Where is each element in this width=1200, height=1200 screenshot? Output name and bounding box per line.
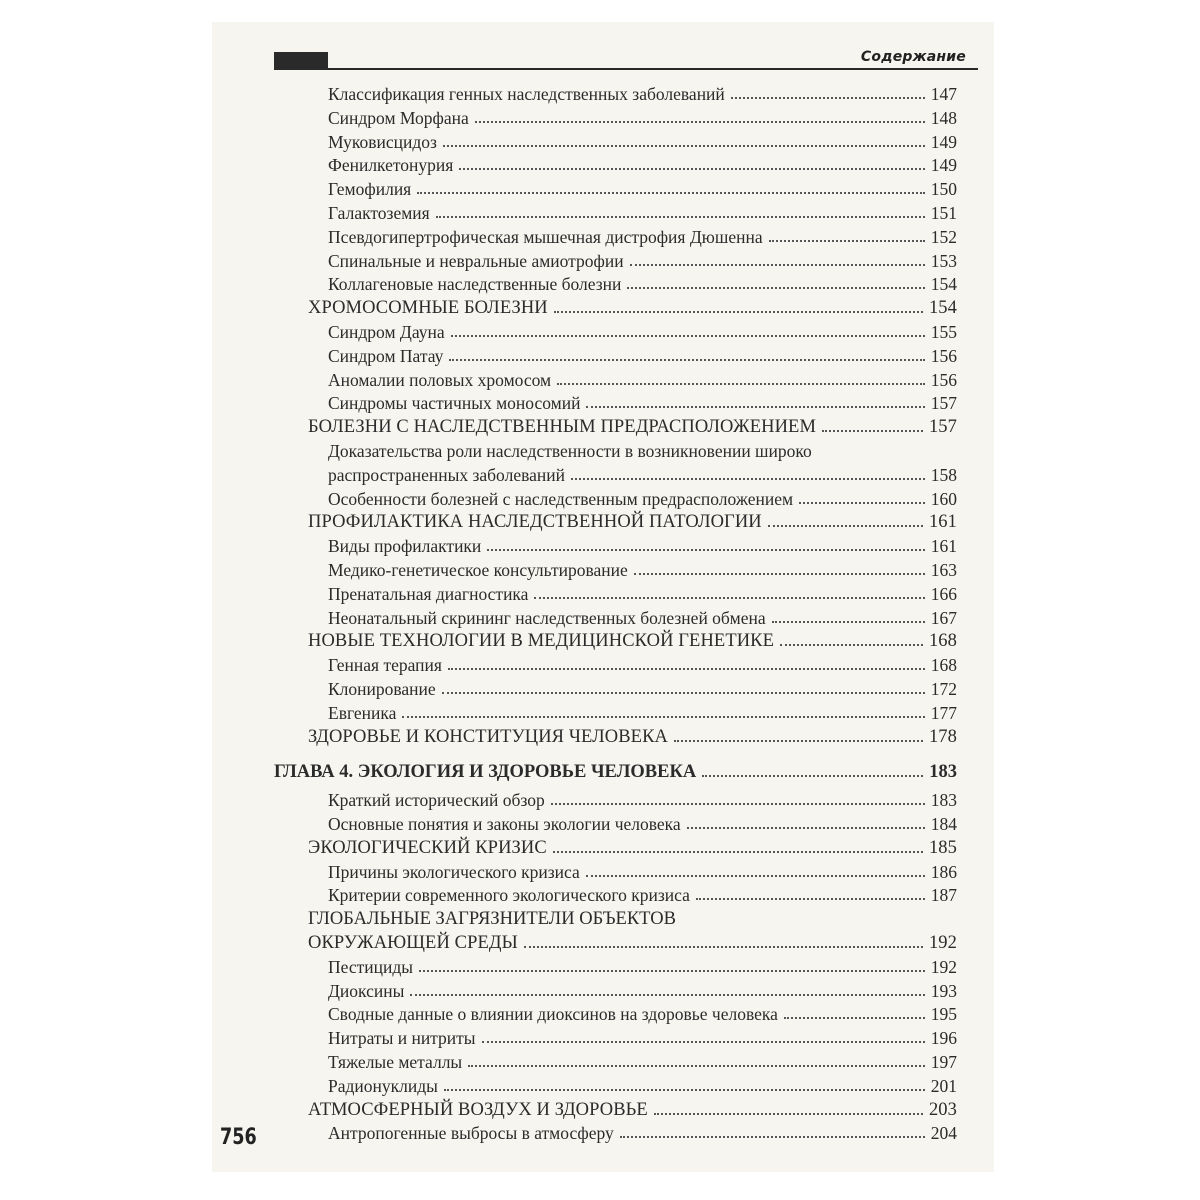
toc-page-number: 201 bbox=[930, 1075, 957, 1096]
toc-subsection-row[interactable] bbox=[328, 485, 957, 509]
toc-subsection-row[interactable] bbox=[328, 318, 957, 342]
toc-subsection-row[interactable] bbox=[328, 699, 957, 723]
toc-entry-title: Пренатальная диагностика bbox=[328, 583, 529, 604]
toc-page-number: 204 bbox=[930, 1123, 957, 1144]
toc-page-number: 186 bbox=[930, 861, 957, 882]
dot-leader bbox=[442, 692, 925, 694]
dot-leader bbox=[696, 898, 925, 900]
dot-leader bbox=[822, 430, 923, 432]
toc-entry-title: Пестициды bbox=[328, 956, 414, 977]
toc-page-number: 163 bbox=[930, 560, 957, 580]
toc-page-number: 153 bbox=[930, 250, 957, 271]
toc-entry-title: Сводные данные о влиянии диоксинов на здоровье человека bbox=[328, 1004, 778, 1025]
dot-leader bbox=[554, 311, 923, 313]
toc-page-number: 167 bbox=[930, 607, 957, 628]
dot-leader bbox=[769, 240, 925, 242]
dot-leader bbox=[448, 668, 925, 670]
toc-subsection-row[interactable] bbox=[328, 366, 957, 390]
toc-entry-title: ХРОМОСОМНЫЕ БОЛЕЗНИ bbox=[308, 298, 548, 319]
toc-subsection-row[interactable] bbox=[328, 651, 957, 675]
toc-entry-text-line1: ГЛОБАЛЬНЫЕ ЗАГРЯЗНИТЕЛИ ОБЪЕКТОВ bbox=[308, 909, 676, 930]
toc-entry-title: Псевдогипертрофическая мышечная дистрофия Дюшенна bbox=[328, 226, 763, 247]
dot-leader bbox=[553, 851, 923, 853]
toc-page-number: 147 bbox=[930, 84, 957, 104]
toc-entry-title: Причины экологического кризиса bbox=[328, 861, 580, 882]
toc-entry-title: Синдром Патау bbox=[328, 345, 444, 366]
toc-section-row[interactable] bbox=[308, 929, 957, 953]
toc-section-row[interactable] bbox=[308, 413, 957, 437]
toc-entry-title: ПРОФИЛАКТИКА НАСЛЕДСТВЕННОЙ ПАТОЛОГИИ bbox=[308, 512, 762, 533]
running-header-title: Содержание bbox=[860, 49, 966, 65]
toc-subsection-row[interactable] bbox=[328, 675, 957, 699]
toc-section-row[interactable] bbox=[308, 627, 957, 651]
dot-leader bbox=[557, 383, 925, 385]
toc-section-row[interactable] bbox=[308, 508, 957, 532]
toc-page-number: 177 bbox=[930, 702, 957, 723]
dot-leader bbox=[687, 827, 925, 829]
dot-leader bbox=[451, 335, 925, 337]
toc-page-number: 196 bbox=[930, 1028, 957, 1049]
dot-leader bbox=[475, 121, 925, 123]
toc-page-number: 149 bbox=[930, 131, 957, 152]
table-of-contents bbox=[212, 22, 994, 1172]
toc-subsection-row[interactable] bbox=[328, 532, 957, 556]
toc-section-row[interactable] bbox=[308, 1096, 957, 1120]
toc-entry-title: Синдром Морфана bbox=[328, 107, 469, 128]
toc-page-number: 154 bbox=[930, 274, 957, 295]
toc-subsection-row[interactable] bbox=[328, 199, 957, 223]
toc-page-number: 150 bbox=[930, 179, 957, 200]
dot-leader bbox=[586, 875, 925, 877]
toc-page-number: 192 bbox=[928, 933, 957, 953]
toc-entry-title: Синдромы частичных моносомий bbox=[328, 393, 581, 414]
toc-subsection-row[interactable] bbox=[328, 810, 957, 834]
toc-entry-title: Тяжелые металлы bbox=[328, 1052, 463, 1072]
toc-entry-title: ОКРУЖАЮЩЕЙ СРЕДЫ bbox=[308, 933, 518, 953]
toc-page-number: 197 bbox=[930, 1052, 957, 1072]
toc-page-number: 195 bbox=[930, 1004, 957, 1025]
dot-leader bbox=[784, 1017, 925, 1019]
toc-subsection-row[interactable] bbox=[328, 1024, 957, 1048]
toc-page-number: 151 bbox=[930, 203, 957, 223]
toc-subsection-row[interactable] bbox=[328, 1000, 957, 1024]
toc-page-number: 152 bbox=[930, 226, 957, 247]
toc-page-number: 178 bbox=[928, 726, 957, 747]
toc-entry-title: ГЛАВА 4. ЭКОЛОГИЯ И ЗДОРОВЬЕ ЧЕЛОВЕКА bbox=[274, 762, 697, 783]
dot-leader bbox=[551, 803, 925, 805]
toc-subsection-row[interactable] bbox=[328, 1048, 957, 1072]
toc-page-number: 157 bbox=[930, 393, 957, 414]
toc-entry-title: ЗДОРОВЬЕ И КОНСТИТУЦИЯ ЧЕЛОВЕКА bbox=[308, 726, 668, 747]
toc-entry-title: БОЛЕЗНИ С НАСЛЕДСТВЕННЫМ ПРЕДРАСПОЛОЖЕНИЕМ bbox=[308, 417, 816, 438]
toc-entry-title: НОВЫЕ ТЕХНОЛОГИИ В МЕДИЦИНСКОЙ ГЕНЕТИКЕ bbox=[308, 631, 775, 652]
dot-leader bbox=[443, 145, 925, 147]
toc-entry-title: Особенности болезней с наследственным предрасположением bbox=[328, 488, 794, 509]
toc-subsection-row[interactable] bbox=[328, 580, 957, 604]
toc-entry-title: Основные понятия и законы экологии человека bbox=[328, 814, 681, 834]
toc-subsection-row[interactable] bbox=[328, 104, 957, 128]
dot-leader bbox=[417, 192, 925, 194]
toc-page-number: 156 bbox=[930, 345, 957, 366]
toc-subsection-row[interactable] bbox=[328, 461, 957, 485]
toc-page-number: 183 bbox=[930, 790, 957, 811]
toc-entry-title: Евгеника bbox=[328, 702, 397, 723]
toc-page-number: 192 bbox=[930, 956, 957, 977]
dot-leader bbox=[436, 216, 925, 218]
toc-entry-text-line1: Доказательства роли наследственности в возникновении широко bbox=[328, 441, 812, 461]
toc-entry-title: Радионуклиды bbox=[328, 1075, 438, 1096]
dot-leader bbox=[482, 1041, 925, 1043]
toc-entry-title: Аномалии половых хромосом bbox=[328, 369, 552, 390]
toc-page-number: 172 bbox=[930, 679, 957, 699]
toc-page-number: 168 bbox=[930, 655, 957, 676]
toc-entry-title: Неонатальный скрининг наследственных болезней обмена bbox=[328, 607, 766, 628]
toc-section-row[interactable] bbox=[308, 723, 957, 747]
toc-entry-title: Критерии современного экологического кризиса bbox=[328, 885, 690, 906]
dot-leader bbox=[524, 946, 923, 948]
toc-page-number: 149 bbox=[930, 155, 957, 176]
dot-leader bbox=[449, 359, 924, 361]
dot-leader bbox=[674, 740, 923, 742]
toc-entry-title: Краткий исторический обзор bbox=[328, 790, 545, 811]
dot-leader bbox=[419, 970, 925, 972]
toc-page-number: 166 bbox=[930, 583, 957, 604]
page-number: 756 bbox=[220, 1125, 257, 1150]
dot-leader bbox=[586, 406, 924, 408]
dot-leader bbox=[410, 994, 924, 996]
toc-entry-title: Нитраты и нитриты bbox=[328, 1028, 476, 1049]
toc-subsection-row[interactable] bbox=[328, 556, 957, 580]
toc-page-number: 161 bbox=[930, 536, 957, 557]
toc-subsection-row[interactable] bbox=[328, 1072, 957, 1096]
toc-entry-title: распространенных заболеваний bbox=[328, 464, 565, 485]
toc-entry-title: Гемофилия bbox=[328, 179, 412, 200]
toc-subsection-row[interactable] bbox=[328, 953, 957, 977]
dot-leader bbox=[468, 1065, 925, 1067]
toc-subsection-row[interactable] bbox=[328, 1119, 957, 1143]
toc-subsection-row[interactable] bbox=[328, 342, 957, 366]
toc-subsection-row[interactable] bbox=[328, 977, 957, 1001]
toc-entry-title: Фенилкетонурия bbox=[328, 155, 454, 176]
toc-page-number: 203 bbox=[928, 1099, 957, 1120]
toc-entry-title: Генная терапия bbox=[328, 655, 442, 676]
toc-subsection-row[interactable] bbox=[328, 389, 957, 413]
toc-entry-title: Муковисцидоз bbox=[328, 131, 437, 152]
toc-subsection-row[interactable] bbox=[328, 151, 957, 175]
dot-leader bbox=[571, 478, 925, 480]
toc-section-row[interactable] bbox=[308, 294, 957, 318]
toc-entry-title: Диоксины bbox=[328, 980, 405, 1001]
dot-leader bbox=[402, 716, 924, 718]
toc-page-number: 160 bbox=[930, 488, 957, 509]
dot-leader bbox=[654, 1113, 923, 1115]
toc-entry-title: Виды профилактики bbox=[328, 536, 482, 557]
dot-leader bbox=[772, 621, 925, 623]
dot-leader bbox=[780, 644, 923, 646]
toc-page-number: 185 bbox=[928, 837, 957, 858]
toc-subsection-row[interactable] bbox=[328, 128, 957, 152]
toc-page-number: 154 bbox=[928, 298, 957, 319]
book-page bbox=[212, 22, 994, 1172]
toc-entry-title: ЭКОЛОГИЧЕСКИЙ КРИЗИС bbox=[308, 837, 547, 858]
dot-leader bbox=[620, 1136, 925, 1138]
toc-page-number: 183 bbox=[929, 762, 957, 783]
toc-page-number: 158 bbox=[930, 464, 957, 485]
dot-leader bbox=[459, 168, 924, 170]
dot-leader bbox=[634, 573, 925, 575]
toc-page-number: 155 bbox=[930, 322, 957, 342]
toc-subsection-row[interactable] bbox=[328, 80, 957, 104]
toc-page-number: 161 bbox=[928, 512, 957, 533]
toc-entry-title: Антропогенные выбросы в атмосферу bbox=[328, 1123, 614, 1144]
toc-page-number: 156 bbox=[930, 369, 957, 390]
toc-subsection-row[interactable] bbox=[328, 223, 957, 247]
toc-subsection-row[interactable] bbox=[328, 786, 957, 810]
toc-entry-title: Медико-генетическое консультирование bbox=[328, 560, 628, 580]
toc-page-number: 187 bbox=[930, 885, 957, 906]
dot-leader bbox=[702, 775, 923, 777]
dot-leader bbox=[487, 549, 924, 551]
toc-subsection-row[interactable] bbox=[328, 604, 957, 628]
dot-leader bbox=[444, 1089, 925, 1091]
toc-page-number: 193 bbox=[930, 980, 957, 1001]
dot-leader bbox=[731, 97, 925, 99]
dot-leader bbox=[799, 502, 925, 504]
toc-entry-title: Спинальные и невральные амиотрофии bbox=[328, 250, 624, 271]
toc-page-number: 148 bbox=[930, 107, 957, 128]
toc-entry-title: Галактоземия bbox=[328, 203, 430, 223]
toc-subsection-row[interactable] bbox=[328, 881, 957, 905]
toc-page-number: 184 bbox=[930, 814, 957, 834]
toc-chapter-row[interactable] bbox=[274, 758, 957, 782]
toc-page-number: 157 bbox=[928, 417, 957, 438]
toc-entry-title: Клонирование bbox=[328, 679, 436, 699]
toc-entry-title: Синдром Дауна bbox=[328, 322, 445, 342]
dot-leader bbox=[534, 597, 924, 599]
toc-subsection-row[interactable] bbox=[328, 270, 957, 294]
toc-subsection-row[interactable] bbox=[328, 247, 957, 271]
dot-leader bbox=[630, 264, 925, 266]
toc-section-row[interactable] bbox=[308, 834, 957, 858]
toc-entry-title: Классификация генных наследственных заболеваний bbox=[328, 84, 725, 104]
toc-entry-title: АТМОСФЕРНЫЙ ВОЗДУХ И ЗДОРОВЬЕ bbox=[308, 1099, 648, 1120]
toc-subsection-row[interactable] bbox=[328, 175, 957, 199]
toc-subsection-row[interactable] bbox=[328, 858, 957, 882]
toc-entry-title: Коллагеновые наследственные болезни bbox=[328, 274, 622, 295]
toc-page-number: 168 bbox=[928, 631, 957, 652]
dot-leader bbox=[768, 525, 923, 527]
dot-leader bbox=[627, 287, 924, 289]
